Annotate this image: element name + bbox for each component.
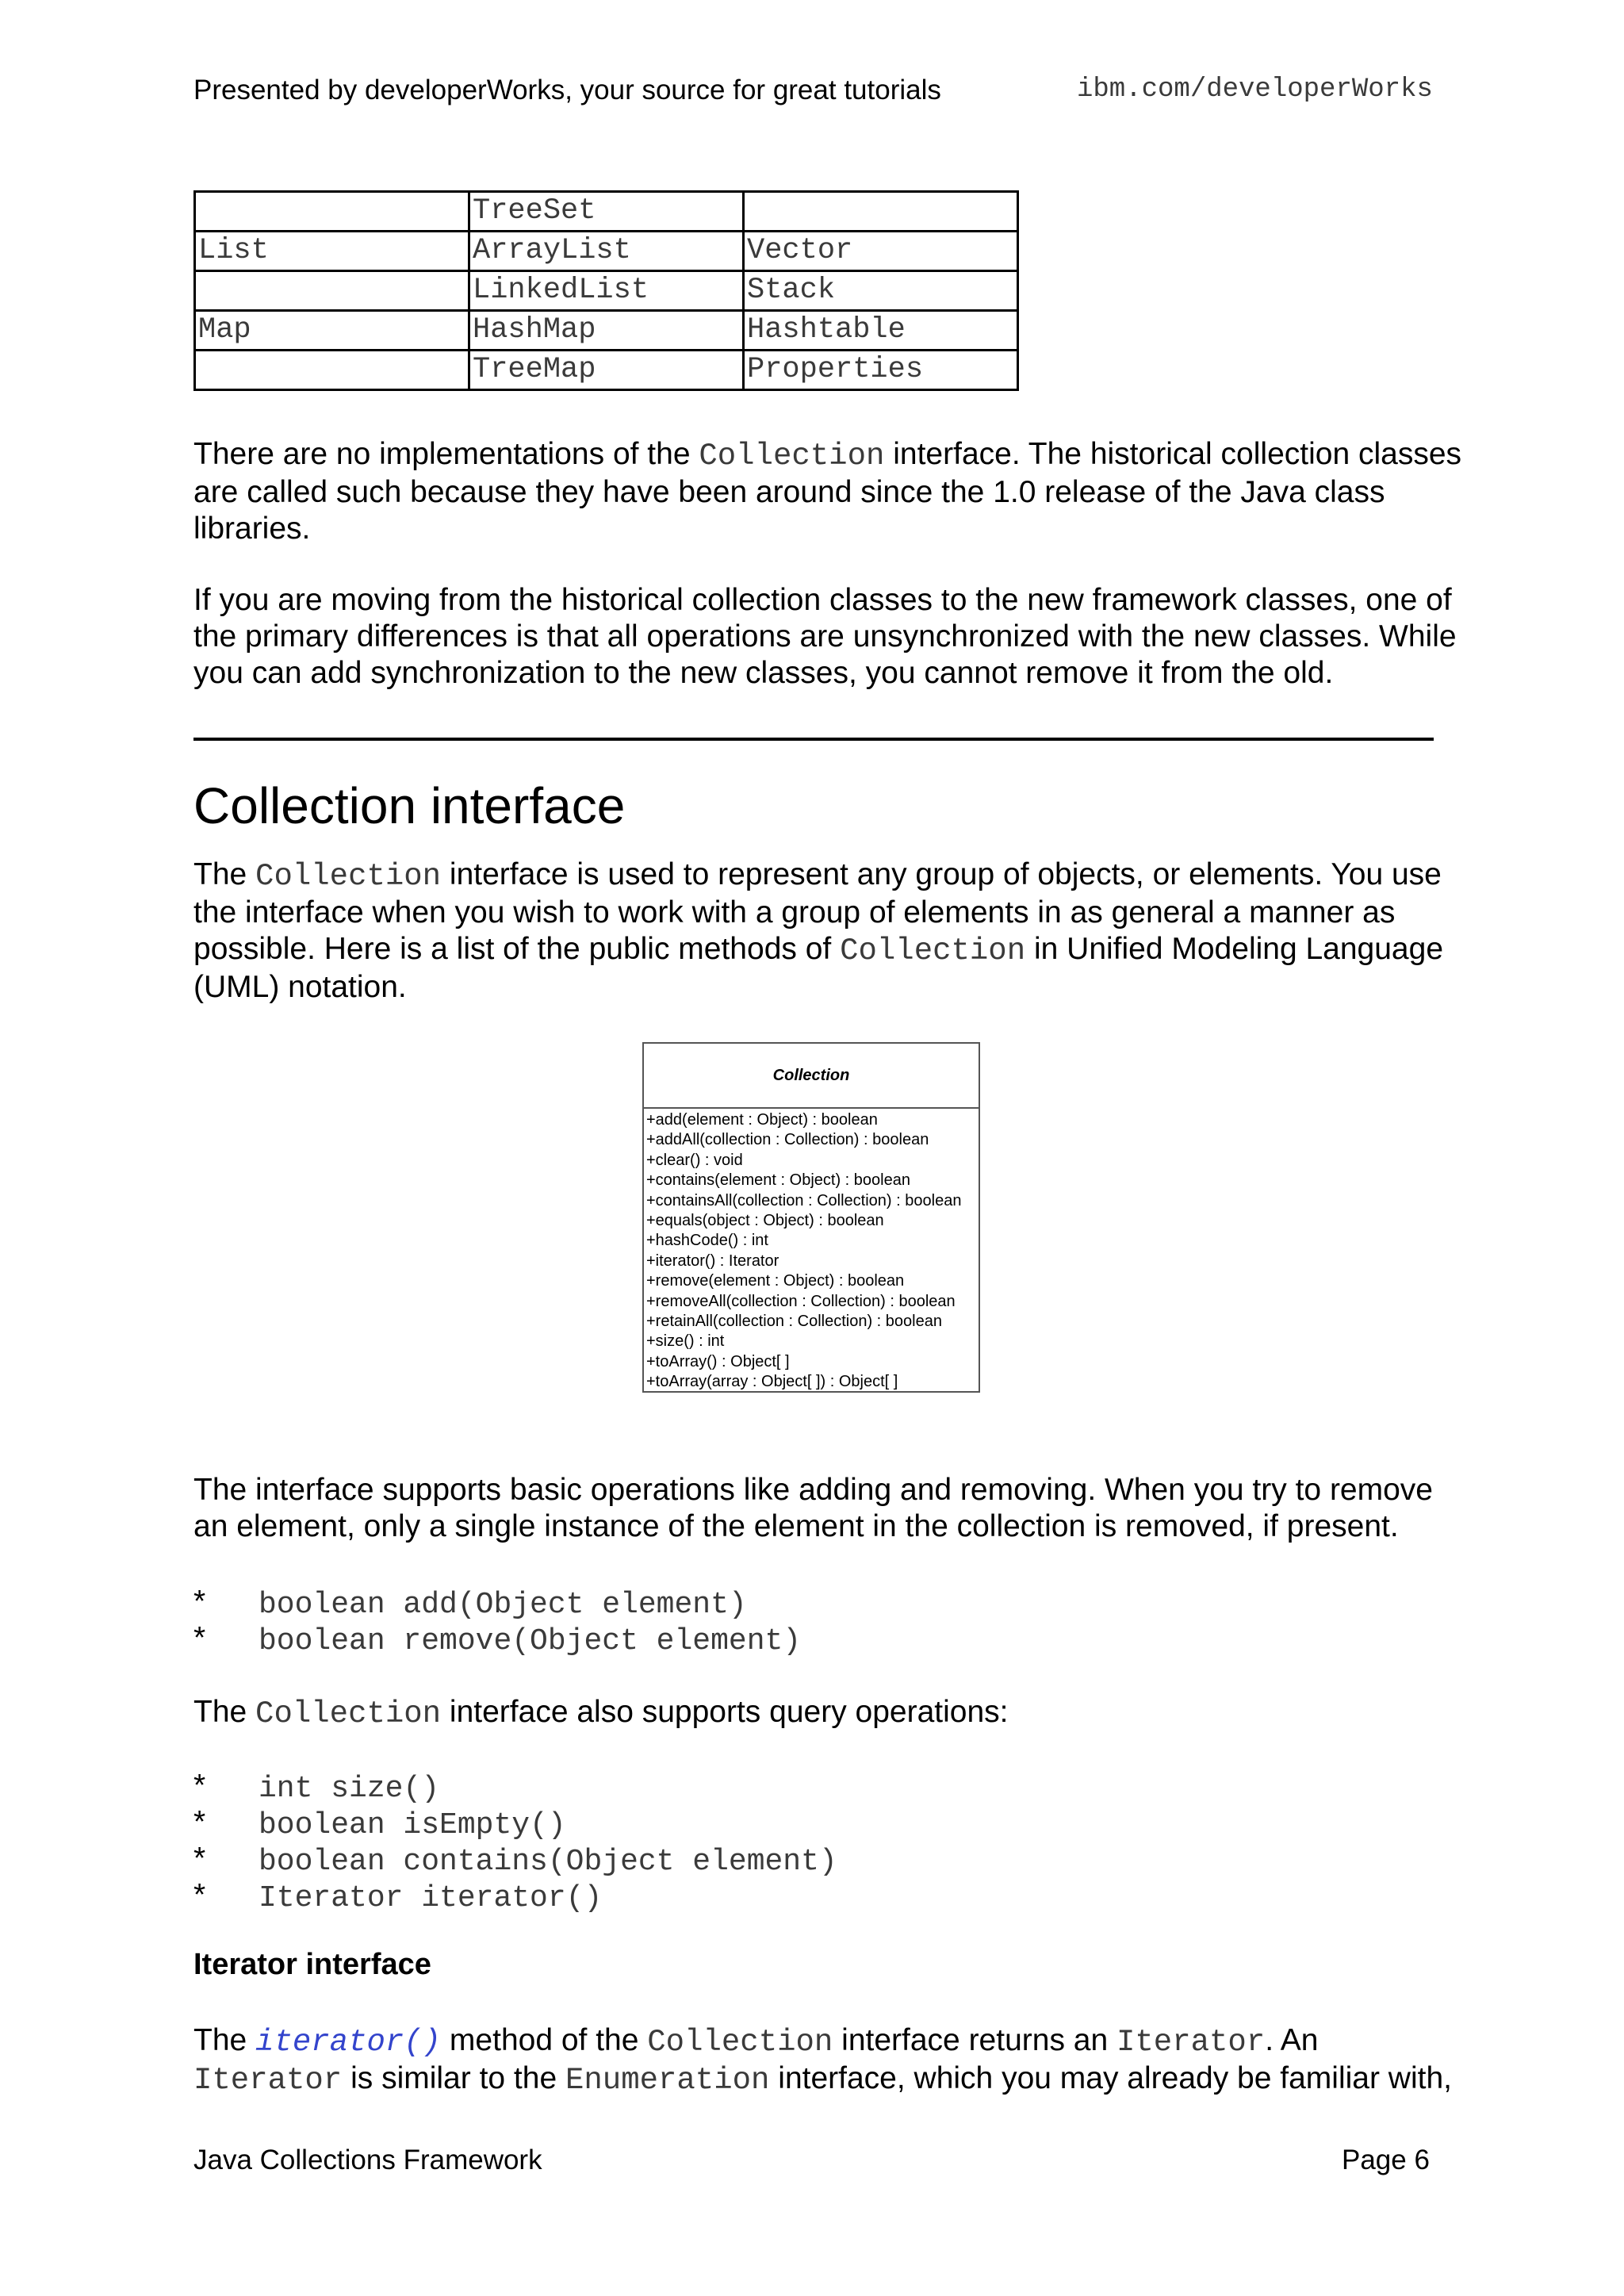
uml-class-name: Collection xyxy=(644,1044,979,1109)
section-title: Collection interface xyxy=(193,777,626,834)
uml-collection-diagram xyxy=(642,1042,980,1393)
table-row xyxy=(195,232,1018,271)
collections-table xyxy=(193,190,1019,391)
table-cell: Hashtable xyxy=(744,311,1018,351)
uml-method: +containsAll(collection : Collection) : boolean xyxy=(646,1191,962,1209)
subheading-iterator: Iterator interface xyxy=(193,1948,431,1981)
table-cell: LinkedList xyxy=(469,271,744,311)
header-site[interactable]: ibm.com/developerWorks xyxy=(1077,75,1433,105)
code-iterator: Iterator xyxy=(1116,2025,1266,2060)
table-cell xyxy=(744,192,1018,232)
table-cell xyxy=(195,192,469,232)
code-enumeration: Enumeration xyxy=(565,2063,770,2098)
paragraph-iterator: The iterator() method of the Collection interface returns an Iterator. An Iterator is similar to the Enumeration interface, which you may already be familiar with, xyxy=(193,2023,1452,2098)
uml-method: +hashCode() : int xyxy=(646,1232,768,1250)
uml-method: +retainAll(collection : Collection) : boolean xyxy=(646,1313,942,1331)
iterator-link[interactable]: iterator() xyxy=(255,2025,442,2060)
table-cell: ArrayList xyxy=(469,232,744,271)
section-divider xyxy=(193,738,1434,741)
bullet-marker: * xyxy=(193,1585,206,1619)
page-number: Page 6 xyxy=(1342,2145,1430,2175)
table-cell: HashMap xyxy=(469,311,744,351)
table-cell: Map xyxy=(195,311,469,351)
code-collection: Collection xyxy=(647,2025,833,2060)
paragraph-historical: There are no implementations of the Collection interface. The historical collection classes are called such because they have been around since the 1.0 release of the Java class libraries. xyxy=(193,437,1462,546)
uml-method: +size() : int xyxy=(646,1332,725,1351)
table-cell: Vector xyxy=(744,232,1018,271)
table-cell: Stack xyxy=(744,271,1018,311)
code-collection: Collection xyxy=(840,933,1026,968)
table-row xyxy=(195,351,1018,390)
uml-method: +iterator() : Iterator xyxy=(646,1251,779,1270)
header-title: Presented by developerWorks, your source for great tutorials xyxy=(193,75,941,105)
table-cell xyxy=(195,351,469,390)
bullet-marker: * xyxy=(193,1842,206,1876)
bullet-marker: * xyxy=(193,1805,206,1839)
table-row xyxy=(195,271,1018,311)
code-collection: Collection xyxy=(255,1696,442,1731)
code-collection: Collection xyxy=(699,439,885,473)
uml-method: +add(element : Object) : boolean xyxy=(646,1111,878,1129)
uml-method: +toArray(array : Object[ ]) : Object[ ] xyxy=(646,1373,898,1391)
code-collection: Collection xyxy=(255,859,442,894)
uml-method: +contains(element : Object) : boolean xyxy=(646,1171,910,1190)
uml-method: +remove(element : Object) : boolean xyxy=(646,1272,905,1290)
table-row xyxy=(195,192,1018,232)
uml-method: +equals(object : Object) : boolean xyxy=(646,1212,884,1230)
bullet-marker: * xyxy=(193,1769,206,1803)
table-cell: TreeSet xyxy=(469,192,744,232)
footer-title: Java Collections Framework xyxy=(193,2145,542,2175)
code-iterator: Iterator xyxy=(193,2063,343,2098)
table-cell: Properties xyxy=(744,351,1018,390)
uml-method: +removeAll(collection : Collection) : boolean xyxy=(646,1292,956,1310)
table-cell: TreeMap xyxy=(469,351,744,390)
paragraph-basic-ops: The interface supports basic operations like adding and removing. When you try to remove an element, only a single instance of the element in the collection is removed, if present. xyxy=(193,1473,1433,1543)
table-row xyxy=(195,311,1018,351)
paragraph-query-ops: The Collection interface also supports query operations: xyxy=(193,1695,1009,1731)
bullet-marker: * xyxy=(193,1621,206,1655)
paragraph-collection-intro: The Collection interface is used to represent any group of objects, or elements. You use the interface when you wish to work with a group of elements in as general a manner as possible. Here is a list of the public methods of Collection in Unified Modeling Language (UML) notation. xyxy=(193,857,1444,1004)
bullet-marker: * xyxy=(193,1878,206,1912)
uml-method: +clear() : void xyxy=(646,1151,743,1169)
table-cell: List xyxy=(195,232,469,271)
uml-method: +addAll(collection : Collection) : boolean xyxy=(646,1131,929,1149)
uml-method: +toArray() : Object[ ] xyxy=(646,1352,790,1370)
table-cell xyxy=(195,271,469,311)
uml-method-list xyxy=(644,1109,979,1393)
paragraph-moving: If you are moving from the historical collection classes to the new framework classes, one of the primary differences is that all operations are unsynchronized with the new classes. While you can add synchronization to the new classes, you cannot remove it from the old. xyxy=(193,583,1457,690)
